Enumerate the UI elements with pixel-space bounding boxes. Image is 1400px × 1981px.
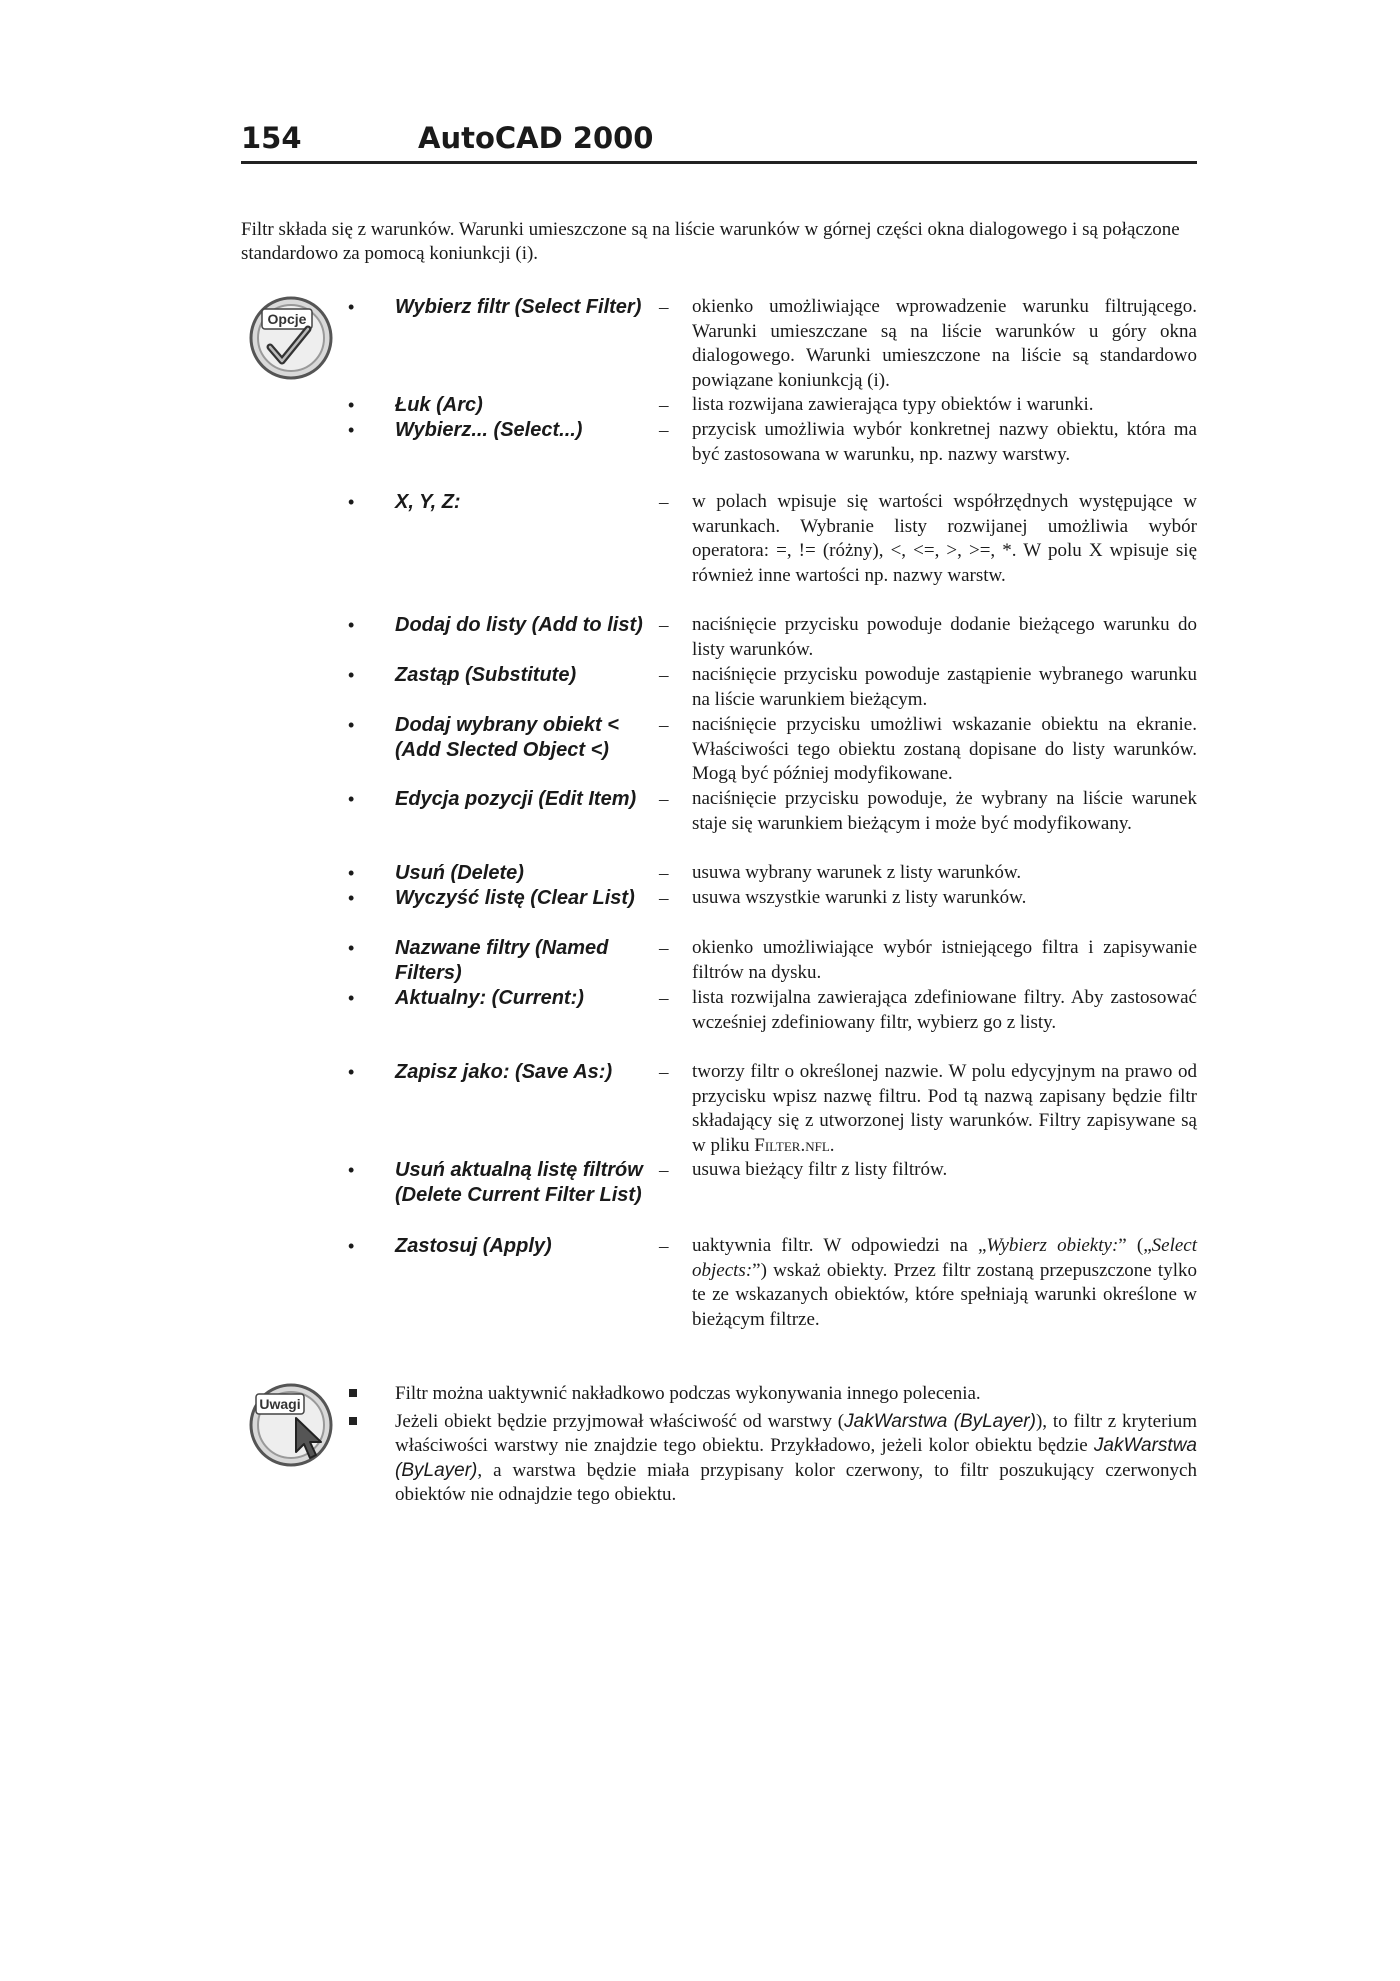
square-bullet bbox=[335, 1382, 395, 1407]
option-description: lista rozwijalna zawierająca zdefiniowane filtry. Aby zastosować wcześniej zdefiniowany filtr, wybierz go z listy. bbox=[692, 987, 1197, 1033]
dash: – bbox=[659, 863, 669, 884]
option-term: Dodaj do listy (Add to list) bbox=[395, 614, 643, 636]
notes-pointer-icon bbox=[248, 1382, 334, 1468]
option-description: usuwa wszystkie warunki z listy warunków. bbox=[692, 887, 1027, 908]
option-description: naciśnięcie przycisku umożliwi wskazanie obiektu na ekranie. Właściwości tego obiektu zostaną dopisane do listy warunków. Mogą być później modyfikowane. bbox=[692, 714, 1197, 785]
desc-text: . bbox=[829, 1134, 835, 1156]
list-item bbox=[335, 613, 1197, 663]
bullet: • bbox=[348, 938, 355, 958]
dash: – bbox=[659, 1236, 669, 1257]
note-segment: ), to filtr z kryterium właściwości warstwy nie znajdzie tego obiektu. Przykładowo, jeżeli kolor obiektu będzie bbox=[395, 1410, 1197, 1457]
bullet: • bbox=[348, 1062, 355, 1082]
note-term: JakWarstwa (ByLayer) bbox=[395, 1435, 1197, 1481]
intro-paragraph: Filtr składa się z warunków. Warunki umieszczone są na liście warunków w górnej części okna dialogowego i są połączone standardowo za pomocą koniunkcji (i). bbox=[241, 219, 1180, 264]
option-term: Nazwane filtry (Named Filters) bbox=[395, 937, 609, 984]
options-list bbox=[335, 295, 1197, 1332]
desc-text: uaktywnia filtr. W odpowiedzi na „ bbox=[692, 1235, 987, 1256]
square-bullet bbox=[335, 1410, 395, 1508]
option-description: lista rozwijana zawierająca typy obiektów i warunki. bbox=[692, 394, 1094, 415]
option-description: naciśnięcie przycisku powoduje zastąpienie wybranego warunku na liście warunkiem bieżącym. bbox=[692, 664, 1197, 710]
book-title: AutoCAD 2000 bbox=[418, 121, 654, 155]
note-segment: Jeżeli obiekt będzie przyjmował właściwość od warstwy ( bbox=[395, 1410, 845, 1432]
option-term: Edycja pozycji (Edit Item) bbox=[395, 788, 637, 810]
option-description: usuwa bieżący filtr z listy filtrów. bbox=[692, 1159, 948, 1180]
desc-text: tworzy filtr o określonej nazwie. W polu edycyjnym na prawo od przycisku wpisz nazwę filtru. Pod tą nazwą zapisany będzie filtr składający się z utworzonej listy warunków. Filtry zapisywane są w pliku bbox=[692, 1061, 1197, 1156]
bullet: • bbox=[348, 492, 355, 512]
option-term: Wyczyść listę (Clear List) bbox=[395, 887, 635, 909]
option-term: Wybierz filtr (Select Filter) bbox=[395, 296, 642, 318]
dash: – bbox=[659, 297, 669, 318]
note-text: Filtr można uaktywnić nakładkowo podczas wykonywania innego polecenia. bbox=[395, 1383, 981, 1404]
file-name: Filter.nfl bbox=[754, 1134, 830, 1156]
option-term: Usuń (Delete) bbox=[395, 862, 524, 884]
list-item bbox=[335, 787, 1197, 861]
option-description: naciśnięcie przycisku powoduje dodanie bieżącego warunku do listy warunków. bbox=[692, 614, 1197, 660]
bullet: • bbox=[348, 988, 355, 1008]
dash: – bbox=[659, 888, 669, 909]
dash: – bbox=[659, 789, 669, 810]
option-description: naciśnięcie przycisku powoduje, że wybrany na liście warunek staje się warunkiem bieżącym i może być modyfikowany. bbox=[692, 788, 1197, 834]
dash: – bbox=[659, 938, 669, 959]
prompt-text: Select objects: bbox=[692, 1235, 1197, 1281]
dash: – bbox=[659, 492, 669, 513]
list-item bbox=[335, 1060, 1197, 1158]
option-description bbox=[692, 1060, 1197, 1158]
dash: – bbox=[659, 615, 669, 636]
bullet: • bbox=[348, 1236, 355, 1256]
note-segment: , a warstwa będzie miała przypisany kolor czerwony, to filtr poszukujący czerwonych obiektów nie odnajdzie tego obiektu. bbox=[395, 1459, 1197, 1506]
bullet: • bbox=[348, 665, 355, 685]
options-checkmark-icon bbox=[248, 295, 334, 381]
bullet: • bbox=[348, 715, 355, 735]
dash: – bbox=[659, 665, 669, 686]
prompt-text: Wybierz obiekty: bbox=[986, 1235, 1119, 1256]
note-text bbox=[395, 1410, 1197, 1508]
dash: – bbox=[659, 715, 669, 736]
option-description: okienko umożliwiające wprowadzenie warunku filtrującego. Warunki umieszczane są na liście warunków u góry okna dialogowego. Warunki umieszczone na liście są standardowo powiązane koniunkcją (i). bbox=[692, 296, 1197, 391]
bullet: • bbox=[348, 420, 355, 440]
option-term: Zastosuj (Apply) bbox=[395, 1235, 552, 1257]
dash: – bbox=[659, 988, 669, 1009]
option-term: Zapisz jako: (Save As:) bbox=[395, 1061, 613, 1083]
list-item bbox=[335, 861, 1197, 886]
bullet: • bbox=[348, 297, 355, 317]
notes-icon-label: Uwagi bbox=[259, 1396, 301, 1412]
option-description bbox=[692, 1234, 1197, 1332]
bullet: • bbox=[348, 1160, 355, 1180]
page-number: 154 bbox=[241, 121, 302, 155]
option-description: w polach wpisuje się wartości współrzędnych występujące w warunkach. Wybranie listy rozwijanej umożliwia wybór operatora: =, != (różny), <, <=, >, >=, *. W polu X wpisuje się również inne wartości np. nazwy warstw. bbox=[692, 491, 1197, 586]
dash: – bbox=[659, 395, 669, 416]
option-term: Aktualny: (Current:) bbox=[395, 987, 584, 1009]
bullet: • bbox=[348, 395, 355, 415]
desc-text: ”) wskaż obiekty. Przez filtr zostaną przepuszczone tylko te ze wskazanych obiektów, które spełniają warunki określone w bieżącym filtrze. bbox=[692, 1259, 1197, 1330]
page-header bbox=[241, 121, 1197, 164]
dash: – bbox=[659, 1160, 669, 1181]
notes-list bbox=[335, 1382, 1197, 1508]
list-item bbox=[335, 986, 1197, 1060]
option-description: okienko umożliwiające wybór istniejącego filtra i zapisywanie filtrów na dysku. bbox=[692, 937, 1197, 983]
option-description: usuwa wybrany warunek z listy warunków. bbox=[692, 862, 1022, 883]
list-item bbox=[335, 936, 1197, 986]
list-item bbox=[335, 393, 1197, 418]
list-item bbox=[335, 490, 1197, 613]
bullet: • bbox=[348, 789, 355, 809]
option-term: Dodaj wybrany obiekt < (Add Slected Object <) bbox=[395, 714, 619, 761]
list-item bbox=[335, 1382, 1197, 1407]
option-description: przycisk umożliwia wybór konkretnej nazwy obiektu, która ma być zastosowana w warunku, np. nazwy warstwy. bbox=[692, 419, 1197, 465]
list-item bbox=[335, 886, 1197, 936]
desc-text: ” („ bbox=[1118, 1235, 1152, 1256]
dash: – bbox=[659, 1062, 669, 1083]
list-item bbox=[335, 663, 1197, 713]
list-item bbox=[335, 295, 1197, 393]
list-item bbox=[335, 1410, 1197, 1508]
option-term: X, Y, Z: bbox=[395, 491, 461, 513]
list-item bbox=[335, 1158, 1197, 1234]
list-item bbox=[335, 418, 1197, 490]
option-term: Wybierz... (Select...) bbox=[395, 419, 583, 441]
options-icon-label: Opcje bbox=[267, 311, 307, 327]
note-term: JakWarstwa (ByLayer) bbox=[844, 1410, 1036, 1432]
list-item bbox=[335, 713, 1197, 787]
bullet: • bbox=[348, 888, 355, 908]
list-item bbox=[335, 1234, 1197, 1332]
dash: – bbox=[659, 420, 669, 441]
bullet: • bbox=[348, 615, 355, 635]
option-term: Usuń aktualną listę filtrów (Delete Current Filter List) bbox=[395, 1159, 643, 1206]
option-term: Zastąp (Substitute) bbox=[395, 664, 577, 686]
option-term: Łuk (Arc) bbox=[395, 394, 483, 416]
bullet: • bbox=[348, 863, 355, 883]
